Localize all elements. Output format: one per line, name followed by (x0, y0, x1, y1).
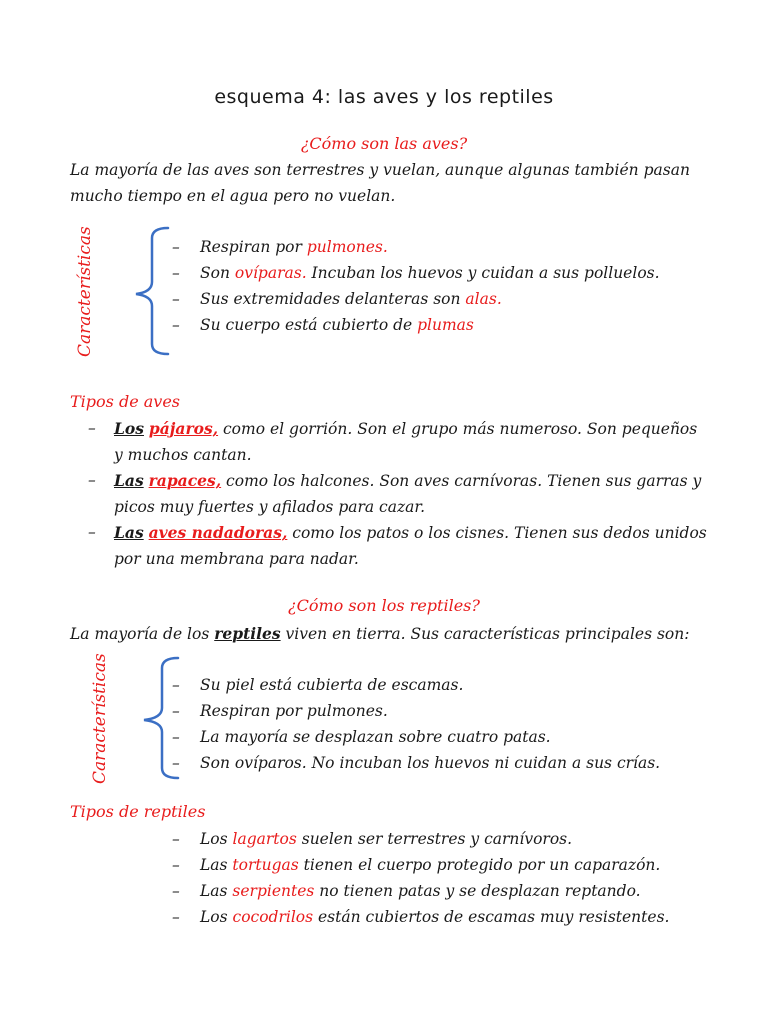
list-item: – Son ovíparas. Incuban los huevos y cuidan a sus polluelos. (172, 264, 660, 282)
aves-types-list (70, 416, 710, 572)
page-title: esquema 4: las aves y los reptiles (214, 86, 554, 108)
list-item: – Los cocodrilos están cubiertos de escamas muy resistentes. (172, 908, 670, 926)
list-item: – La mayoría se desplazan sobre cuatro patas. (172, 728, 551, 746)
aves-brace (130, 224, 170, 358)
list-item: – Las serpientes no tienen patas y se desplazan reptando. (172, 882, 641, 900)
reptiles-types-list (172, 826, 732, 930)
reptiles-heading: ¿Cómo son los reptiles? (288, 596, 480, 615)
list-item: – Respiran por pulmones. (172, 702, 388, 720)
list-item: – Su cuerpo está cubierto de plumas (172, 316, 474, 334)
reptiles-types-heading: Tipos de reptiles (70, 802, 206, 821)
reptiles-characteristics-list (172, 672, 732, 776)
list-item: – Respiran por pulmones. (172, 238, 388, 256)
aves-heading: ¿Cómo son las aves? (300, 134, 468, 153)
list-item: – Las aves nadadoras, como los patos o los cisnes. Tienen sus dedos unidos por una membrana para nadar. (88, 523, 707, 568)
list-item: – Su piel está cubierta de escamas. (172, 676, 464, 694)
list-item: – Los pájaros, como el gorrión. Son el grupo más numeroso. Son pequeños y muchos cantan. (88, 419, 698, 464)
reptiles-side-label: Características (90, 653, 110, 784)
list-item: – Las tortugas tienen el cuerpo protegido por un caparazón. (172, 856, 661, 874)
aves-side-label: Características (75, 226, 95, 357)
list-item: – Son ovíparos. No incuban los huevos ni cuidan a sus crías. (172, 754, 661, 772)
list-item: – Las rapaces, como los halcones. Son aves carnívoras. Tienen sus garras y picos muy fuertes y afilados para cazar. (88, 471, 702, 516)
reptiles-intro: La mayoría de los reptiles viven en tierra. Sus características principales son: (70, 624, 690, 643)
list-item: – Los lagartos suelen ser terrestres y carnívoros. (172, 830, 573, 848)
aves-types-heading: Tipos de aves (70, 392, 181, 411)
list-item: – Sus extremidades delanteras son alas. (172, 290, 502, 308)
aves-characteristics-list (172, 234, 732, 338)
aves-intro: La mayoría de las aves son terrestres y vuelan, aunque algunas también pasan mucho tiempo en el agua pero no vuelan. (70, 161, 690, 205)
